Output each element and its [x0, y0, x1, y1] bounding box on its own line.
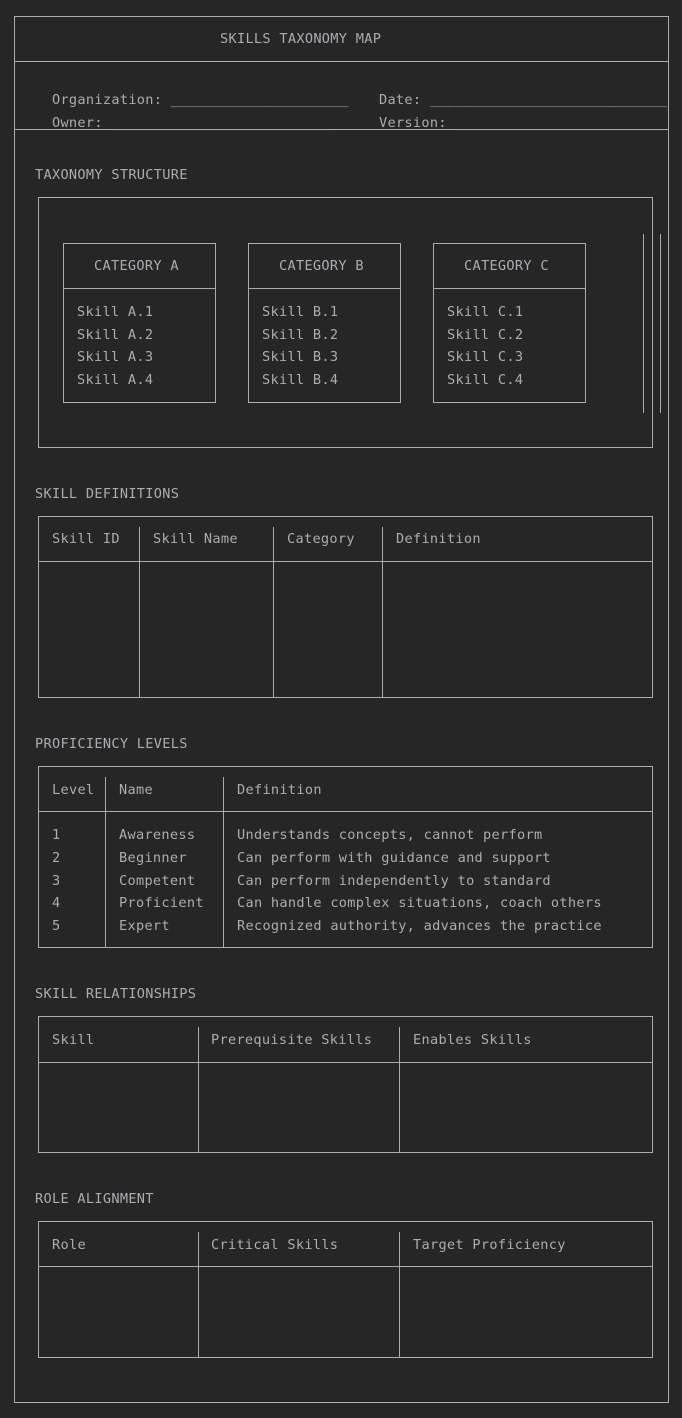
- taxonomy-frame-bottom: [38, 447, 653, 448]
- version-label: Version:: [378, 115, 447, 131]
- category-skill: Skill B.2: [262, 327, 339, 343]
- column-header: Target Proficiency: [413, 1237, 566, 1253]
- version-field[interactable]: [362, 99, 667, 131]
- category-skill: Skill B.3: [262, 349, 339, 365]
- column-header: Enables Skills: [413, 1032, 532, 1048]
- level-number: 1: [52, 827, 61, 843]
- column-header: Prerequisite Skills: [211, 1032, 373, 1048]
- skill-definitions-heading: SKILL DEFINITIONS: [35, 486, 180, 502]
- column-header: Name: [119, 782, 153, 798]
- level-name: Competent: [119, 873, 196, 889]
- level-name: Beginner: [119, 850, 187, 866]
- category-title: CATEGORY B: [279, 258, 364, 274]
- title-divider: [14, 61, 669, 62]
- role-alignment-heading: ROLE ALIGNMENT: [35, 1191, 154, 1207]
- category-skill: Skill C.4: [447, 372, 524, 388]
- level-name: Expert: [119, 918, 170, 934]
- proficiency-heading: PROFICIENCY LEVELS: [35, 736, 188, 752]
- column-header: Critical Skills: [211, 1237, 339, 1253]
- category-skill: Skill A.2: [77, 327, 154, 343]
- category-skill: Skill B.4: [262, 372, 339, 388]
- category-skill: Skill C.2: [447, 327, 524, 343]
- outer-frame-right: [668, 16, 669, 1403]
- taxonomy-frame-left: [38, 197, 39, 448]
- column-header: Skill: [52, 1032, 95, 1048]
- category-skill: Skill C.1: [447, 304, 524, 320]
- category-skill: Skill B.1: [262, 304, 339, 320]
- level-number: 3: [52, 873, 61, 889]
- level-definition: Can perform with guidance and support: [237, 850, 551, 866]
- outer-frame-left: [14, 16, 15, 1403]
- level-definition: Can perform independently to standard: [237, 873, 551, 889]
- taxonomy-frame-top: [38, 197, 653, 198]
- column-header: Level: [52, 782, 95, 798]
- relationships-heading: SKILL RELATIONSHIPS: [35, 986, 197, 1002]
- overflow-marker-left: [643, 234, 644, 413]
- category-skill: Skill A.4: [77, 372, 154, 388]
- level-name: Awareness: [119, 827, 196, 843]
- owner-label: Owner:: [51, 115, 103, 131]
- date-label: Date:: [378, 92, 422, 108]
- column-header: Skill Name: [153, 531, 238, 547]
- level-number: 4: [52, 895, 61, 911]
- level-definition: Can handle complex situations, coach others: [237, 895, 602, 911]
- organization-blank: _____________________: [170, 92, 349, 108]
- taxonomy-frame-right: [652, 197, 653, 448]
- column-header: Skill ID: [52, 531, 120, 547]
- category-title: CATEGORY C: [464, 258, 549, 274]
- organization-label: Organization:: [51, 92, 163, 108]
- category-skill: Skill A.1: [77, 304, 154, 320]
- category-skill: Skill A.3: [77, 349, 154, 365]
- taxonomy-heading: TAXONOMY STRUCTURE: [35, 167, 188, 183]
- level-number: 5: [52, 918, 61, 934]
- category-skill: Skill C.3: [447, 349, 524, 365]
- version-blank: _________________________: [455, 115, 668, 131]
- column-header: Definition: [237, 782, 322, 798]
- date-blank: ____________________________: [429, 92, 668, 108]
- level-number: 2: [52, 850, 61, 866]
- level-definition: Understands concepts, cannot perform: [237, 827, 543, 843]
- column-header: Definition: [396, 531, 481, 547]
- column-header: Role: [52, 1237, 86, 1253]
- owner-blank: __________________________: [111, 115, 332, 131]
- level-definition: Recognized authority, advances the practice: [237, 918, 602, 934]
- page-title: SKILLS TAXONOMY MAP: [220, 31, 382, 47]
- column-header: Category: [287, 531, 355, 547]
- overflow-marker-right: [660, 234, 661, 413]
- category-title: CATEGORY A: [94, 258, 179, 274]
- outer-frame-top: [14, 16, 669, 17]
- owner-field[interactable]: [35, 99, 332, 131]
- level-name: Proficient: [119, 895, 204, 911]
- outer-frame-bottom: [14, 1402, 669, 1403]
